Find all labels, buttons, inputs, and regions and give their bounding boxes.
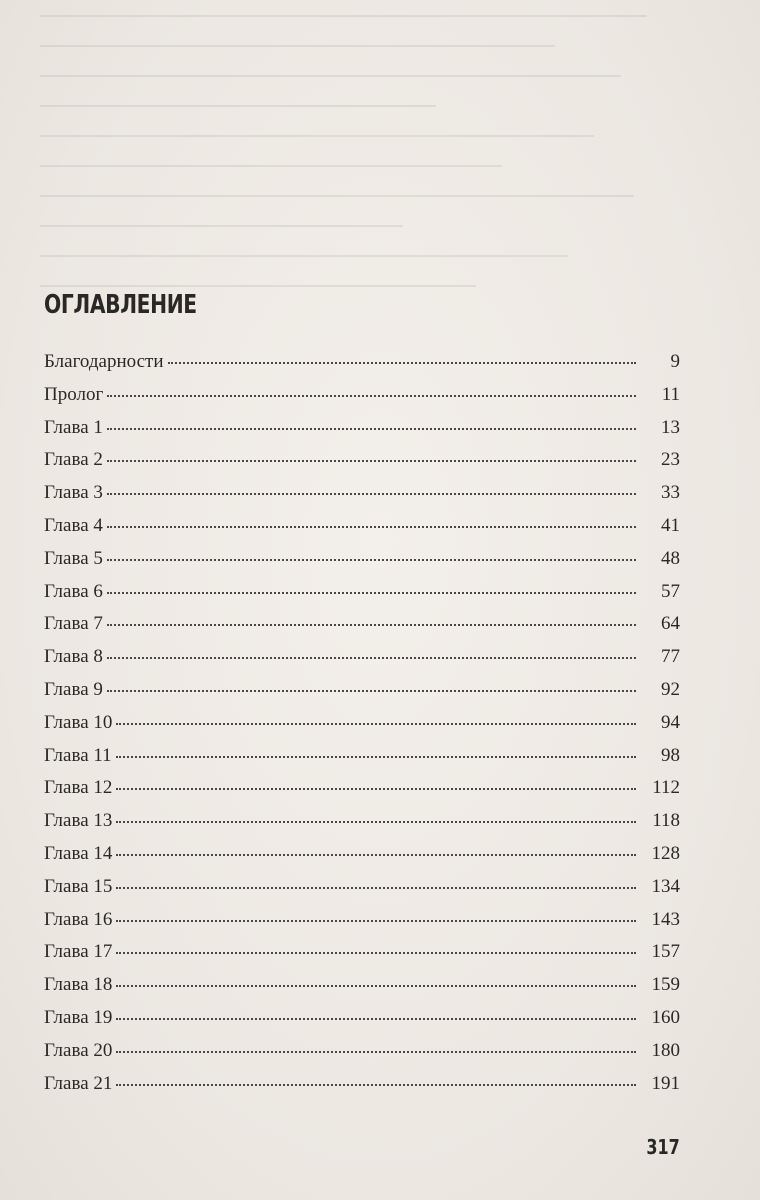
toc-entry-title: Глава 11 [44,744,112,766]
toc-entry-title: Глава 2 [44,449,103,471]
page-number: 317 [646,1135,680,1159]
toc-entry-page: 64 [661,613,680,635]
toc-entry [44,909,680,942]
dot-leader [107,459,636,462]
dot-leader [116,820,636,823]
toc-entry [44,515,680,548]
toc-entry [44,974,680,1007]
dot-leader [107,689,636,692]
toc-entry-page: 13 [661,416,680,438]
toc-entry [44,482,680,515]
dot-leader [116,1050,636,1053]
toc-entry [44,876,680,909]
toc-entry-page: 180 [651,1039,680,1061]
toc-entry-page: 94 [661,711,680,733]
toc-entry-page: 157 [651,941,680,963]
dot-leader [116,722,636,725]
dot-leader [116,886,636,889]
toc-entry-title: Глава 14 [44,842,113,864]
dot-leader [107,427,636,430]
toc-entry [44,679,680,712]
toc-entry-page: 92 [661,678,680,700]
toc-entry [44,1073,680,1106]
dot-leader [107,558,636,561]
toc-entry-page: 23 [661,449,680,471]
toc-entry-title: Глава 13 [44,810,113,832]
toc-entry-page: 191 [651,1072,680,1094]
toc-entry-page: 57 [661,580,680,602]
dot-leader [107,656,636,659]
toc-entry [44,1007,680,1040]
toc-entry [44,745,680,778]
toc-entry [44,548,680,581]
toc-entry [44,941,680,974]
toc-entry [44,613,680,646]
toc-entry [44,810,680,843]
dot-leader [116,787,636,790]
toc-entry-page: 98 [661,744,680,766]
toc-entry-page: 9 [670,351,680,372]
toc-entry-page: 48 [661,547,680,569]
toc-entry-title: Пролог [44,383,104,405]
dot-leader [116,951,636,954]
toc-entry-title: Глава 12 [44,777,113,799]
toc-entry-page: 159 [651,974,680,996]
toc-entry [44,777,680,810]
toc-entry [44,843,680,876]
dot-leader [107,525,636,528]
toc-entry-title: Глава 16 [44,908,113,930]
toc-entry-title: Глава 15 [44,875,113,897]
toc-entry-title: Благодарности [44,351,164,372]
toc-list [44,351,680,1105]
toc-entry [44,646,680,679]
toc-entry-page: 118 [652,810,680,832]
toc-entry-title: Глава 21 [44,1072,113,1094]
dot-leader [116,919,636,922]
toc-entry-title: Глава 17 [44,941,113,963]
toc-entry-page: 11 [661,383,680,405]
toc-entry-title: Глава 1 [44,416,103,438]
dot-leader [116,1017,636,1020]
toc-heading: ОГЛАВЛЕНИЕ [44,290,197,320]
toc-entry-title: Глава 9 [44,678,103,700]
toc-entry-page: 33 [661,482,680,504]
toc-entry-title: Глава 7 [44,613,103,635]
dot-leader [107,591,636,594]
toc-entry-title: Глава 10 [44,711,113,733]
toc-entry-title: Глава 3 [44,482,103,504]
toc-entry [44,449,680,482]
toc-entry-page: 41 [661,514,680,536]
toc-entry-title: Глава 8 [44,646,103,668]
toc-entry-page: 128 [651,842,680,864]
dot-leader [116,984,636,987]
toc-entry-page: 77 [661,646,680,668]
toc-entry-title: Глава 19 [44,1006,113,1028]
dot-leader [107,623,636,626]
toc-entry [44,417,680,450]
toc-entry-title: Глава 20 [44,1039,113,1061]
toc-entry-title: Глава 18 [44,974,113,996]
toc-entry-page: 160 [651,1006,680,1028]
toc-entry [44,384,680,417]
dot-leader [168,361,637,364]
dot-leader [107,492,636,495]
dot-leader [116,853,636,856]
toc-entry-title: Глава 6 [44,580,103,602]
toc-entry-page: 134 [651,875,680,897]
dot-leader [116,1083,636,1086]
toc-entry [44,351,680,384]
toc-entry-page: 143 [651,908,680,930]
toc-entry [44,712,680,745]
toc-entry-title: Глава 4 [44,514,103,536]
toc-entry [44,1040,680,1073]
dot-leader [116,755,636,758]
toc-entry [44,581,680,614]
toc-entry-page: 112 [652,777,680,799]
dot-leader [107,394,636,397]
toc-entry-title: Глава 5 [44,547,103,569]
